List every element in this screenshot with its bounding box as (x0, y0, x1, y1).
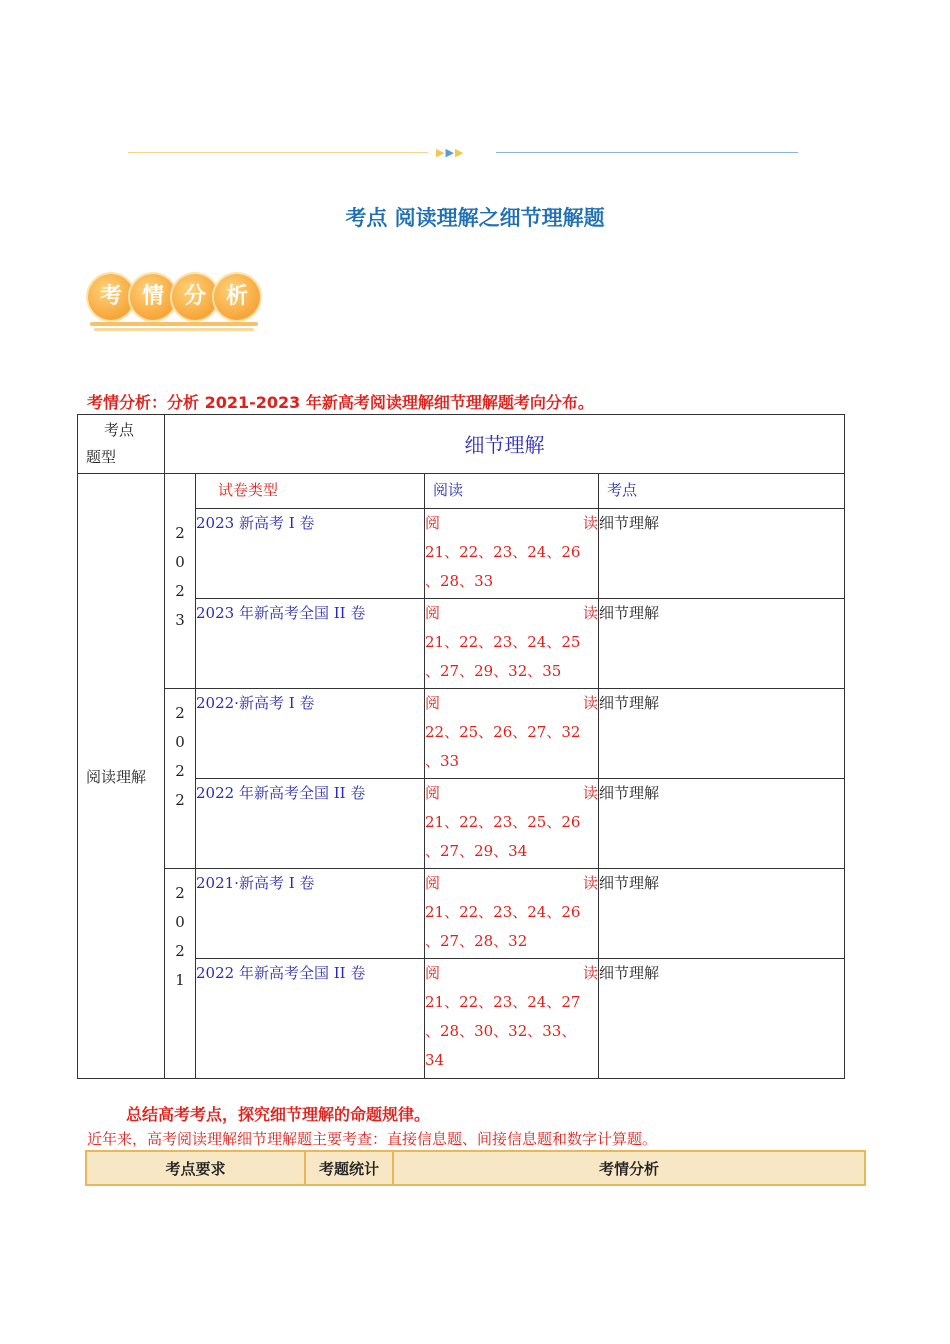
reading-numbers: 22、25、26、27、32 (425, 723, 581, 741)
reading-prefix: 阅 (425, 964, 441, 982)
reading-suffix: 读 (582, 514, 598, 532)
year-cell (165, 869, 196, 1079)
badge-char: 考 (88, 274, 134, 320)
reading-suffix: 读 (582, 784, 598, 802)
reading-head (425, 689, 598, 718)
col-header-paper: 试卷类型 (196, 474, 425, 509)
analysis-table (77, 414, 845, 1079)
reading-suffix: 读 (582, 964, 598, 982)
summary-text: 近年来，高考阅读理解细节理解题主要考查：直接信息题、间接信息题和数字计算题。 (87, 1130, 658, 1148)
paper-cell: 2022·新高考 I 卷 (196, 689, 425, 779)
header-divider-left (128, 152, 428, 153)
table-row (78, 869, 845, 959)
reading-prefix: 阅 (425, 874, 441, 892)
reading-numbers: 21、22、23、24、27 (425, 993, 581, 1011)
year-cell (165, 689, 196, 869)
reading-numbers: 21、22、23、24、26 (425, 543, 581, 561)
reading-head (425, 779, 598, 808)
header-cell: 考题统计 (305, 1151, 393, 1185)
header-arrows (436, 146, 464, 159)
reading-cell (425, 959, 599, 1079)
row-label: 阅读理解 (78, 474, 165, 1079)
year-digit: 2 (175, 582, 185, 600)
col-header-point: 考点 (599, 474, 845, 509)
reading-cell (425, 869, 599, 959)
reading-cell (425, 599, 599, 689)
header-cell: 考点要求 (86, 1151, 305, 1185)
badge-char: 分 (172, 274, 218, 320)
badge-char: 情 (130, 274, 176, 320)
corner-bottom: 题型 (86, 448, 117, 466)
reading-head (425, 509, 598, 538)
point-cell: 细节理解 (599, 779, 845, 869)
point-cell: 细节理解 (599, 869, 845, 959)
arrow-icon: ▶ (445, 146, 455, 159)
year-digits (165, 689, 195, 815)
reading-prefix: 阅 (425, 694, 441, 712)
year-header-cell (165, 474, 196, 689)
year-digit: 3 (175, 611, 185, 629)
table-header-row (78, 415, 845, 474)
year-digit: 2 (175, 704, 185, 722)
reading-numbers: 34 (425, 1051, 445, 1069)
arrow-icon: ▶ (436, 146, 446, 159)
header-cell: 考情分析 (393, 1151, 865, 1185)
year-digit: 2 (175, 942, 185, 960)
year-digit: 0 (175, 733, 185, 751)
page-title: 考点 阅读理解之细节理解题 (345, 206, 605, 230)
main-header: 细节理解 (165, 415, 845, 474)
header-divider-right (496, 152, 798, 153)
point-cell: 细节理解 (599, 959, 845, 1079)
year-digits (165, 474, 195, 635)
corner-cell (78, 415, 165, 474)
reading-numbers: 21、22、23、24、26 (425, 903, 581, 921)
summary-table-header (86, 1151, 865, 1185)
year-digit: 2 (175, 791, 185, 809)
paper-cell: 2021·新高考 I 卷 (196, 869, 425, 959)
paper-cell: 2023 新高考 I 卷 (196, 509, 425, 599)
year-digit: 2 (175, 884, 185, 902)
reading-cell (425, 779, 599, 869)
badge-char: 析 (214, 274, 260, 320)
table-row (78, 689, 845, 779)
reading-cell (425, 509, 599, 599)
analysis-heading: 考情分析：分析 2021-2023 年新高考阅读理解细节理解题考向分布。 (87, 393, 594, 412)
reading-numbers: 21、22、23、24、25 (425, 633, 581, 651)
summary-table (85, 1150, 866, 1186)
summary-heading: 总结高考考点，探究细节理解的命题规律。 (126, 1105, 431, 1124)
reading-cell (425, 689, 599, 779)
year-digit: 0 (175, 913, 185, 931)
reading-numbers: 21、22、23、25、26 (425, 813, 581, 831)
corner-top: 考点 (104, 421, 135, 439)
reading-prefix: 阅 (425, 604, 441, 622)
column-header-row (78, 474, 845, 509)
reading-suffix: 读 (582, 604, 598, 622)
reading-prefix: 阅 (425, 784, 441, 802)
reading-numbers: 、33 (425, 752, 460, 770)
badge-underline-2 (94, 328, 254, 331)
reading-numbers: 、28、30、32、33、 (425, 1022, 577, 1040)
reading-numbers: 、28、33 (425, 572, 494, 590)
reading-head (425, 599, 598, 628)
reading-head (425, 959, 598, 988)
reading-numbers: 、27、28、32 (425, 932, 528, 950)
point-cell: 细节理解 (599, 689, 845, 779)
point-cell: 细节理解 (599, 509, 845, 599)
point-cell: 细节理解 (599, 599, 845, 689)
reading-head (425, 869, 598, 898)
reading-suffix: 读 (582, 694, 598, 712)
reading-suffix: 读 (582, 874, 598, 892)
year-digit: 2 (175, 762, 185, 780)
paper-cell: 2022 年新高考全国 II 卷 (196, 959, 425, 1079)
reading-prefix: 阅 (425, 514, 441, 532)
reading-numbers: 、27、29、34 (425, 842, 528, 860)
reading-numbers: 、27、29、32、35 (425, 662, 562, 680)
col-header-reading: 阅读 (425, 474, 599, 509)
year-digits (165, 869, 195, 995)
year-digit: 1 (175, 971, 185, 989)
paper-cell: 2023 年新高考全国 II 卷 (196, 599, 425, 689)
year-digit: 2 (175, 524, 185, 542)
paper-cell: 2022 年新高考全国 II 卷 (196, 779, 425, 869)
badge-underline (90, 322, 258, 326)
year-digit: 0 (175, 553, 185, 571)
arrow-icon: ▶ (454, 146, 465, 159)
